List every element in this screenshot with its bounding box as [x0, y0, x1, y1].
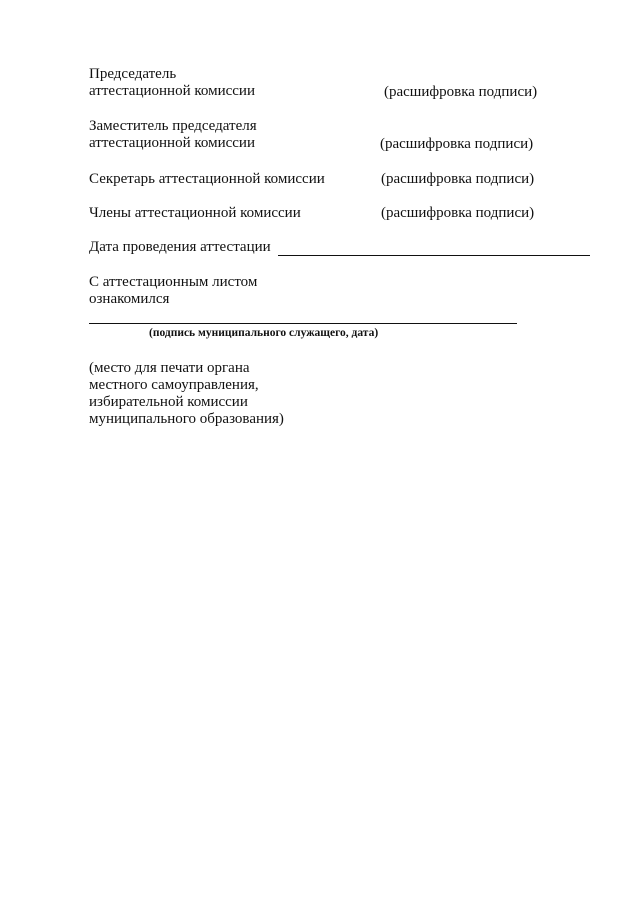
- seal-place-line1: (место для печати органа: [89, 360, 250, 376]
- acknowledgement-line1: С аттестационным листом: [89, 274, 258, 290]
- secretary-role: Секретарь аттестационной комиссии: [89, 171, 325, 187]
- employee-signature-caption: (подпись муниципального служащего, дата): [149, 327, 379, 339]
- acknowledgement-line2: ознакомился: [89, 291, 170, 307]
- chairman-role-line2: аттестационной комиссии: [89, 83, 255, 99]
- attestation-date-label: Дата проведения аттестации: [89, 239, 271, 255]
- deputy-role-line1: Заместитель председателя: [89, 118, 257, 134]
- chairman-signature-decoding: (расшифровка подписи): [384, 84, 538, 100]
- seal-place-line2: местного самоуправления,: [89, 377, 259, 393]
- employee-signature-line: [89, 323, 517, 324]
- seal-place-line4: муниципального образования): [89, 411, 284, 427]
- deputy-role-line2: аттестационной комиссии: [89, 135, 255, 151]
- seal-place-line3: избирательной комиссии: [89, 394, 248, 410]
- chairman-role-line1: Председатель: [89, 66, 177, 82]
- secretary-signature-decoding: (расшифровка подписи): [381, 171, 535, 187]
- deputy-signature-decoding: (расшифровка подписи): [380, 136, 534, 152]
- members-signature-decoding: (расшифровка подписи): [381, 205, 535, 221]
- seal-place: [89, 360, 284, 428]
- attestation-date-line: [278, 255, 590, 256]
- members-role: Члены аттестационной комиссии: [89, 205, 301, 221]
